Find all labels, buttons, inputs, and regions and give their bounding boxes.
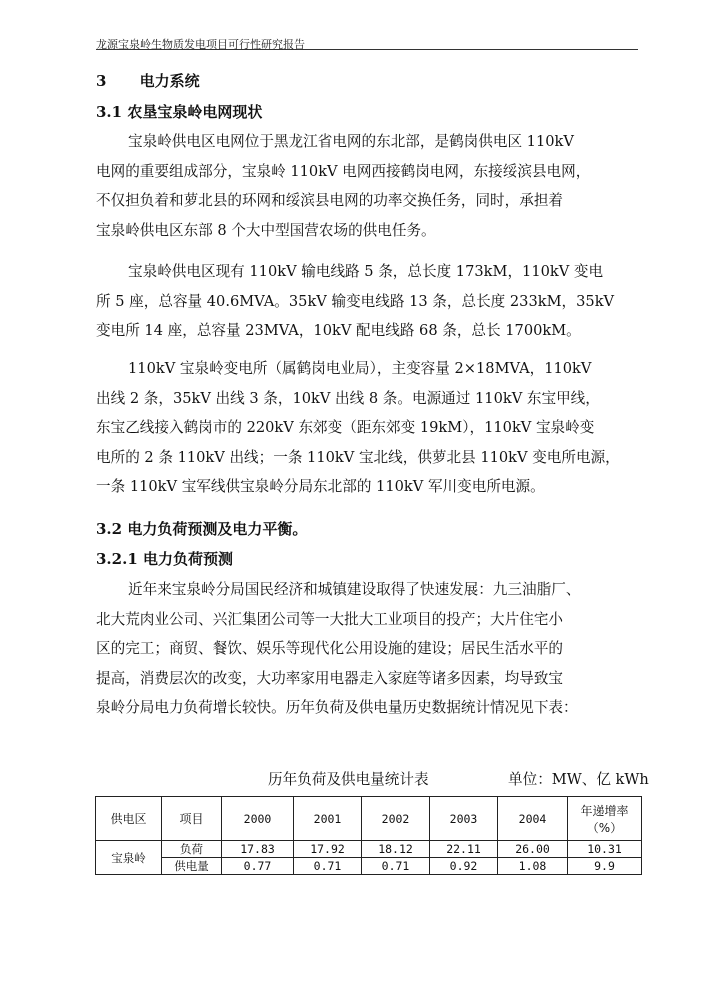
table-unit: 单位：MW、亿 kWh xyxy=(508,771,649,788)
table-caption: 历年负荷及供电量统计表 xyxy=(268,771,429,788)
text-line: 东宝乙线接入鹤岗市的 220kV 东郊变（距东郊变 19kM），110kV 宝泉岭变 xyxy=(96,419,595,437)
header-year: 2002 xyxy=(362,797,430,841)
section-3-1-heading: 3.1 农垦宝泉岭电网现状 xyxy=(96,103,263,121)
text-line: 110kV 宝泉岭变电所（属鹤岗电业局），主变容量 2×18MVA，110kV xyxy=(128,360,592,377)
value-cell: 0.92 xyxy=(430,858,498,875)
header-year: 2000 xyxy=(222,797,294,841)
text-line: 不仅担负着和萝北县的环网和绥滨县电网的功率交换任务，同时，承担着 xyxy=(96,192,564,210)
value-cell: 17.83 xyxy=(222,841,294,858)
text-line: 出线 2 条，35kV 出线 3 条，10kV 出线 8 条。电源通过 110kV 东宝甲线， xyxy=(96,389,600,407)
section-3-heading xyxy=(96,70,200,91)
text-line: 北大荒肉业公司、兴汇集团公司等一大批大工业项目的投产；大片住宅小 xyxy=(96,610,564,628)
text-line: 变电所 14 座，总容量 23MVA，10kV 配电线路 68 条，总长 1700kM。 xyxy=(96,322,581,340)
text-line: 所 5 座，总容量 40.6MVA。35kV 输变电线路 13 条，总长度 233kM，35kV xyxy=(96,292,615,310)
value-cell: 0.77 xyxy=(222,858,294,875)
paragraph-substation xyxy=(96,354,641,502)
item-cell: 供电量 xyxy=(162,858,222,875)
text-line: 宝泉岭供电区东部 8 个大中型国营农场的供电任务。 xyxy=(96,221,436,239)
text-line: 近年来宝泉岭分局国民经济和城镇建设取得了快速发展：九三油脂厂、 xyxy=(128,581,581,598)
text-line: 宝泉岭供电区现有 110kV 输电线路 5 条，总长度 173kM，110kV 变电 xyxy=(128,263,604,280)
paragraph-lines-stations xyxy=(96,257,641,346)
section-3-2-1-heading: 3.2.1 电力负荷预测 xyxy=(96,550,233,568)
value-cell: 0.71 xyxy=(294,858,362,875)
text-line: 电网的重要组成部分，宝泉岭 110kV 电网西接鹤岗电网，东接绥滨县电网， xyxy=(96,162,591,180)
growth-cell: 9.9 xyxy=(568,858,642,875)
load-statistics-table xyxy=(95,796,642,875)
value-cell: 0.71 xyxy=(362,858,430,875)
header-year: 2004 xyxy=(498,797,568,841)
text-line: 一条 110kV 宝军线供宝泉岭分局东北部的 110kV 军川变电所电源。 xyxy=(96,478,545,496)
value-cell: 18.12 xyxy=(362,841,430,858)
header-year: 2003 xyxy=(430,797,498,841)
table-header-row xyxy=(96,797,642,841)
page-header: 龙源宝泉岭生物质发电项目可行性研究报告 xyxy=(96,38,305,51)
text-line: 电所的 2 条 110kV 出线；一条 110kV 宝北线，供萝北县 110kV 变电所电源， xyxy=(96,448,620,466)
section-3-number: 3 xyxy=(96,72,107,90)
paragraph-grid-status xyxy=(96,127,641,245)
table-row xyxy=(96,858,642,875)
text-line: 泉岭分局电力负荷增长较快。历年负荷及供电量历史数据统计情况见下表： xyxy=(96,699,578,717)
value-cell: 1.08 xyxy=(498,858,568,875)
text-line: 区的完工；商贸、餐饮、娱乐等现代化公用设施的建设；居民生活水平的 xyxy=(96,640,564,658)
section-3-title: 电力系统 xyxy=(139,72,200,90)
header-area: 供电区 xyxy=(96,797,162,841)
table-row xyxy=(96,841,642,858)
paragraph-load-forecast xyxy=(96,575,641,723)
header-rule xyxy=(96,49,638,50)
header-year: 2001 xyxy=(294,797,362,841)
header-item: 项目 xyxy=(162,797,222,841)
text-line: 宝泉岭供电区电网位于黑龙江省电网的东北部，是鹤岗供电区 110kV xyxy=(128,133,574,150)
section-3-2-heading: 3.2 电力负荷预测及电力平衡。 xyxy=(96,520,308,538)
value-cell: 22.11 xyxy=(430,841,498,858)
growth-cell: 10.31 xyxy=(568,841,642,858)
header-growth: 年递增率（%） xyxy=(568,797,642,841)
item-cell: 负荷 xyxy=(162,841,222,858)
value-cell: 17.92 xyxy=(294,841,362,858)
area-cell: 宝泉岭 xyxy=(96,841,162,875)
text-line: 提高，消费层次的改变，大功率家用电器走入家庭等诸多因素，均导致宝 xyxy=(96,669,564,687)
value-cell: 26.00 xyxy=(498,841,568,858)
